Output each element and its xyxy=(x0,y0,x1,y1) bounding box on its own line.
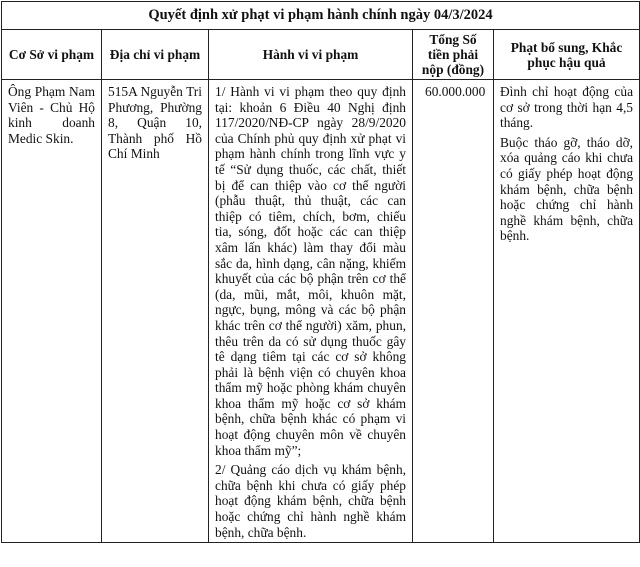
header-violation: Hành vi vi phạm xyxy=(209,30,413,80)
remedy-item-1: Đình chỉ hoạt động của cơ sở trong thời hạn 4,5 tháng. xyxy=(500,84,634,131)
table-row xyxy=(2,80,640,543)
header-fine: Tổng Số tiền phải nộp (đồng) xyxy=(413,30,494,80)
table-title: Quyết định xử phạt vi phạm hành chính ngày 04/3/2024 xyxy=(2,2,640,30)
address-text: 515A Nguyễn Tri Phương, Phường 8, Quận 10, Thành phố Hồ Chí Minh xyxy=(108,84,202,162)
header-remedy: Phạt bổ sung, Khắc phục hậu quả xyxy=(494,30,640,80)
remedy-item-2: Buộc tháo gỡ, tháo dỡ, xóa quảng cáo khi chưa có giấy phép hoạt động khám bệnh, chữa bệnh hoặc chứng chỉ hành nghề khám bệnh, chữa bệnh. xyxy=(500,134,634,244)
violation-table xyxy=(1,1,640,543)
cell-violation xyxy=(209,80,413,543)
header-facility: Cơ Sở vi phạm xyxy=(2,30,102,80)
cell-facility xyxy=(2,80,102,543)
violation-item-1: 1/ Hành vi vi phạm theo quy định tại: khoản 6 Điều 40 Nghị định 117/2020/NĐ-CP ngày 28/9/2020 của Chính phủ quy định xử phạt vi phạm hành chính trong lĩnh vực y tế “Sử dụng thuốc, các chất, thiết bị để can thiệp vào cơ thể người (phẫu thuật, thủ thuật, các can thiệp có tiêm, chích, bơm, chiếu tia, sóng, đốt hoặc các can thiệp xâm lấn khác) làm thay đổi màu sắc da, hình dạng, cân nặng, khiếm khuyết của các bộ phận trên cơ thể (da, mũi, mắt, môi, khuôn mặt, ngực, bụng, mông và các bộ phận khác trên cơ thể người) xăm, phun, thêu trên da có sử dụng thuốc gây tê dạng tiêm tại các cơ sở không phải là bệnh viện có chuyên khoa thẩm mỹ hoặc phòng khám chuyên khoa thẩm mỹ hoặc cơ sở khám bệnh, chữa bệnh khác có phạm vi hoạt động chuyên môn về chuyên khoa thẩm mỹ”; xyxy=(215,84,406,458)
violation-item-2: 2/ Quảng cáo dịch vụ khám bệnh, chữa bệnh khi chưa có giấy phép hoạt động khám bệnh, chữa bệnh hoặc chứng chỉ hành nghề khám bệnh, chữa bệnh. xyxy=(215,462,406,540)
fine-amount: 60.000.000 xyxy=(425,84,486,99)
facility-text: Ông Phạm Nam Viên - Chủ Hộ kinh doanh Medic Skin. xyxy=(8,84,95,146)
header-address: Địa chỉ vi phạm xyxy=(102,30,209,80)
cell-fine xyxy=(413,80,494,543)
cell-remedy xyxy=(494,80,640,543)
cell-address xyxy=(102,80,209,543)
